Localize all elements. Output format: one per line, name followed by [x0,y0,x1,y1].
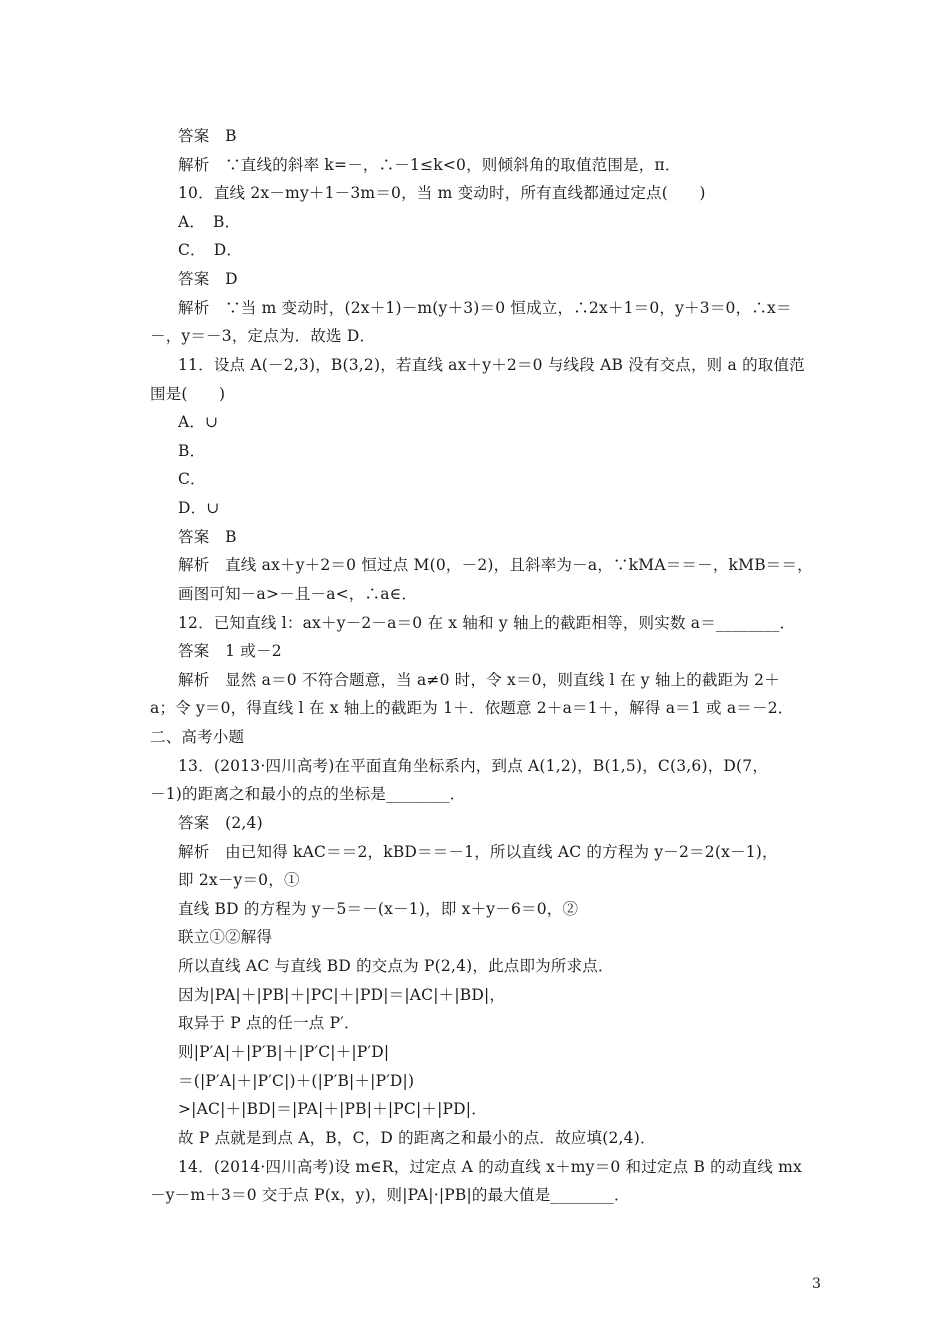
analysis-11-line2: 画图可知－a>－且－a<，∴a∈． [178,585,418,603]
analysis-12-line1: 解析 显然 a＝0 不符合题意，当 a≠0 时，令 x＝0，则直线 l 在 y 轴上的截距为 2＋ [178,671,780,689]
analysis-13-line7: 取异于 P 点的任一点 P′． [178,1014,360,1032]
option-11-a: A．∪ [178,413,219,431]
analysis-13-line1: 解析 由已知得 kAC＝＝2，kBD＝＝－1，所以直线 AC 的方程为 y－2＝2(x－1)， [178,843,778,861]
option-11-d: D．∪ [178,499,220,517]
analysis-13-line9: ＝(|P′A|＋|P′C|)＋(|P′B|＋|P′D|) [178,1072,415,1090]
option-11-c: C． [178,470,206,488]
analysis-13-line6: 因为|PA|＋|PB|＋|PC|＋|PD|＝|AC|＋|BD|， [178,986,506,1004]
analysis-13-line4: 联立①②解得 [178,928,273,946]
option-10-ab: A． B． [178,213,241,231]
answer-12: 答案 1 或－2 [178,642,282,660]
analysis-13-line2: 即 2x－y＝0，① [178,871,300,889]
question-13-line2: －1)的距离之和最小的点的坐标是________． [150,785,466,803]
analysis-13-line3: 直线 BD 的方程为 y－5＝－(x－1)，即 x＋y－6＝0，② [178,900,579,918]
option-11-b: B． [178,442,206,460]
analysis-9: 解析 ∵直线的斜率 k=－，∴－1≤k<0，则倾斜角的取值范围是，π． [178,156,681,174]
answer-11: 答案 B [178,528,237,546]
answer-13: 答案 (2,4) [178,814,263,832]
analysis-13-line8: 则|P′A|＋|P′B|＋|P′C|＋|P′D| [178,1043,390,1061]
analysis-13-line10: >|AC|＋|BD|＝|PA|＋|PB|＋|PC|＋|PD|． [178,1100,487,1118]
question-11-line1: 11．设点 A(－2,3)，B(3,2)，若直线 ax＋y＋2＝0 与线段 AB 没有交点，则 a 的取值范 [178,356,805,374]
question-10: 10．直线 2x－my＋1－3m＝0，当 m 变动时，所有直线都通过定点( ) [178,184,706,202]
question-12: 12．已知直线 l：ax＋y－2－a＝0 在 x 轴和 y 轴上的截距相等，则实数 a＝________． [178,614,796,632]
page-number: 3 [812,1276,821,1292]
analysis-13-line11: 故 P 点就是到点 A，B，C，D 的距离之和最小的点．故应填(2,4)． [178,1129,656,1147]
answer-10: 答案 D [178,270,238,288]
option-10-cd: C． D． [178,241,243,259]
question-11-line2: 围是( ) [150,385,226,403]
answer-9: 答案 B [178,127,237,145]
question-14-line1: 14．(2014·四川高考)设 m∈R，过定点 A 的动直线 x＋my＝0 和过定点 B 的动直线 mx [178,1158,802,1176]
analysis-13-line5: 所以直线 AC 与直线 BD 的交点为 P(2,4)，此点即为所求点． [178,957,614,975]
question-13-line1: 13．(2013·四川高考)在平面直角坐标系内，到点 A(1,2)，B(1,5)，C(3,6)，D(7， [178,757,769,775]
section-heading: 二、高考小题 [150,728,245,746]
analysis-11-line1: 解析 直线 ax＋y＋2＝0 恒过点 M(0，－2)，且斜率为－a，∵kMA＝＝－，kMB＝＝， [178,556,813,574]
analysis-10-line1: 解析 ∵当 m 变动时，(2x＋1)－m(y＋3)＝0 恒成立，∴2x＋1＝0，y＋3＝0，∴x＝ [178,299,792,317]
analysis-12-line2: a；令 y＝0，得直线 l 在 x 轴上的截距为 1＋．依题意 2＋a＝1＋，解得 a＝1 或 a＝－2． [150,699,794,717]
analysis-10-line2: －，y＝－3，定点为．故选 D． [150,327,376,345]
question-14-line2: －y－m＋3＝0 交于点 P(x，y)，则|PA|·|PB|的最大值是________． [150,1186,630,1204]
